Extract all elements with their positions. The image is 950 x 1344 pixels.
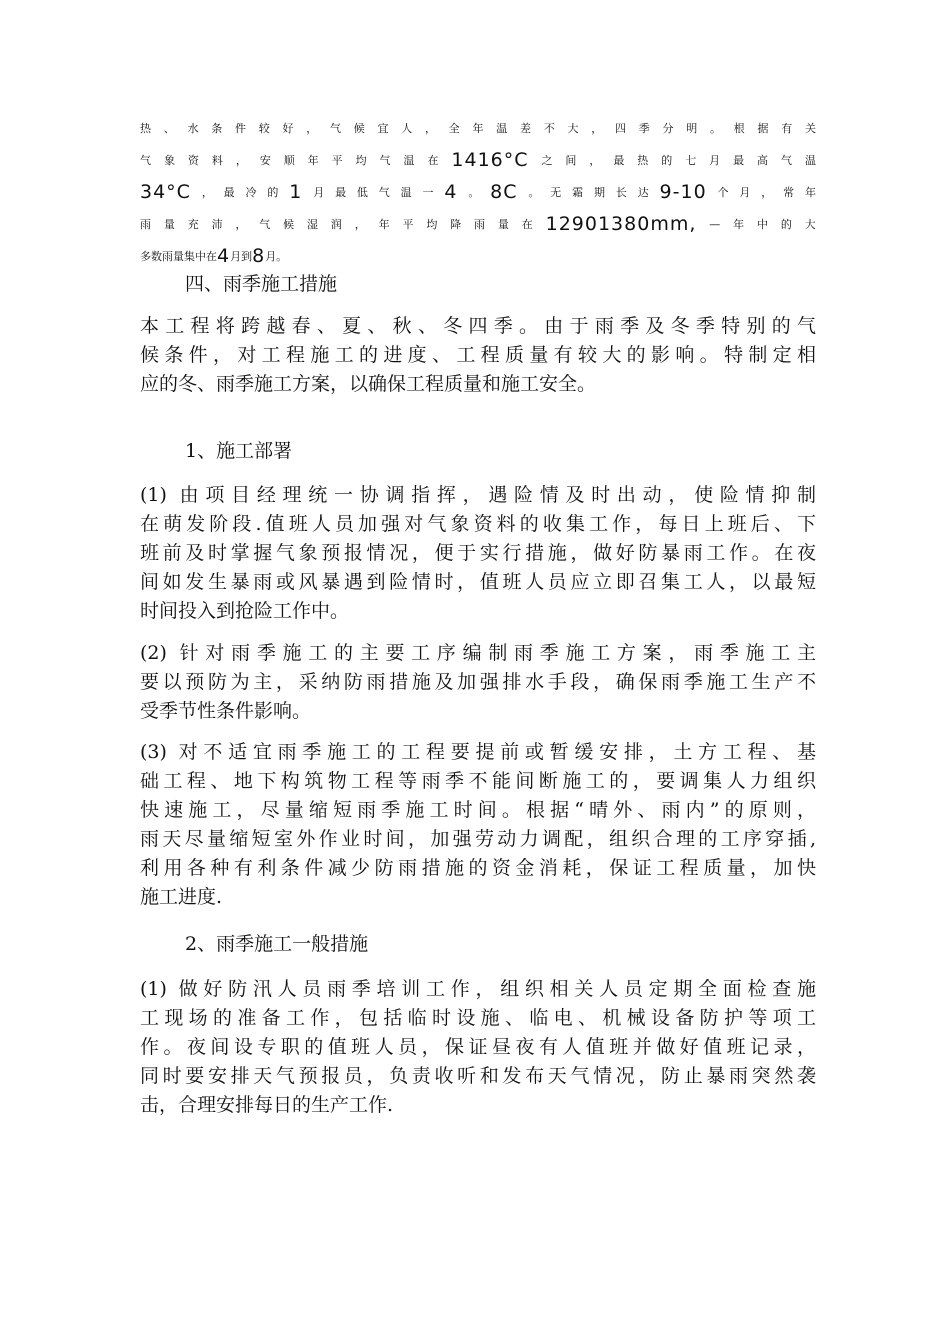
- intro-char: ，: [354, 218, 366, 231]
- intro-char: 不: [543, 122, 555, 135]
- paragraph-1-2: [140, 639, 816, 726]
- intro-char: ，: [235, 154, 247, 167]
- intro-line-1: [140, 112, 816, 144]
- paragraph-line: (3) 对不适宜雨季施工的工程要提前或暂缓安排，土方工程、基: [140, 741, 816, 763]
- intro-char: 最: [223, 186, 235, 199]
- intro-number: 12901380mm,: [545, 213, 697, 235]
- intro-char: 无: [550, 186, 562, 199]
- subsection-heading: 2、雨季施工一般措施: [185, 933, 369, 955]
- intro-char: 安: [259, 154, 271, 167]
- climate-intro: [140, 112, 816, 272]
- intro-number: 8C: [490, 181, 518, 203]
- intro-char: 气: [378, 186, 390, 199]
- intro-char: —: [709, 217, 721, 231]
- intro-char: 大: [804, 218, 816, 231]
- intro-char: ，: [591, 122, 603, 135]
- intro-char: 湿: [307, 218, 319, 231]
- intro-char: 料: [211, 154, 223, 167]
- intro-char: 常: [783, 186, 795, 199]
- intro-char: 人: [401, 122, 413, 135]
- intro-char: ，: [201, 186, 213, 199]
- intro-char: 热: [140, 122, 151, 135]
- intro-char: 明: [686, 122, 698, 135]
- intro-char: 热: [637, 154, 649, 167]
- intro-char: 、: [163, 122, 175, 135]
- intro-char: 量: [497, 218, 509, 231]
- paragraph-line: 本工程将跨越春、夏、秋、冬四季。由于雨季及冬季特别的气: [140, 315, 816, 337]
- paragraph-line: 受季节性条件影响。: [140, 700, 312, 722]
- paragraph-line: 候条件，对工程施工的进度、工程质量有较大的影响。特制定相: [140, 344, 816, 366]
- intro-char: 雨: [140, 218, 151, 231]
- intro-char: 条: [211, 122, 223, 135]
- intro-line-5: [140, 240, 816, 272]
- paragraph-line: 础工程、地下构筑物工程等雨季不能间断施工的，要调集人力组织: [140, 770, 816, 792]
- intro-char: 期: [593, 186, 605, 199]
- intro-line-2: [140, 144, 816, 176]
- intro-text: 月。: [265, 250, 288, 263]
- intro-char: 差: [520, 122, 531, 135]
- intro-char: 件: [235, 122, 246, 135]
- intro-char: 冷: [245, 186, 257, 199]
- intro-char: 。: [468, 186, 480, 199]
- intro-char: 月: [709, 154, 721, 167]
- intro-char: ，: [589, 154, 601, 167]
- intro-char: 之: [541, 154, 553, 167]
- paragraph-line: 要以预防为主，采纳防雨措施及加强排水手段，确保雨季施工生产不: [140, 671, 816, 693]
- paragraph-line: (2) 针对雨季施工的主要工序编制雨季施工方案，雨季施工主: [140, 642, 816, 664]
- paragraph-line: 雨天尽量缩短室外作业时间，加强劳动力调配，组织合理的工序穿插,: [140, 828, 816, 850]
- intro-char: 在: [427, 154, 439, 167]
- intro-char: 最: [335, 186, 347, 199]
- paragraph-line: (1) 由项目经理统一协调指挥，遇险情及时出动，使险情抑制: [140, 484, 816, 506]
- intro-char: 顺: [283, 154, 295, 167]
- intro-number: 8: [252, 245, 266, 267]
- intro-char: 达: [637, 186, 649, 199]
- intro-char: 长: [615, 186, 627, 199]
- intro-char: 较: [258, 122, 270, 135]
- intro-char: 全: [448, 122, 460, 135]
- intro-char: ，: [306, 122, 318, 135]
- intro-number: 4: [444, 181, 458, 203]
- intro-char: 候: [283, 218, 295, 231]
- intro-char: 候: [353, 122, 365, 135]
- paragraph-line: 工现场的准备工作，包括临时设施、临电、机械设备防护等项工: [140, 1007, 816, 1029]
- intro-char: 年: [378, 218, 390, 231]
- intro-char: 年: [472, 122, 484, 135]
- intro-paragraph: [140, 312, 816, 399]
- intro-char: 高: [757, 154, 769, 167]
- intro-text: 月到: [230, 250, 253, 263]
- intro-char: ，: [235, 218, 247, 231]
- subsection-heading: 1、施工部署: [185, 440, 293, 462]
- intro-text: 多数雨量集中在: [140, 250, 217, 263]
- intro-char: 的: [267, 186, 279, 199]
- intro-char: 气: [140, 154, 151, 167]
- intro-char: 雨: [474, 218, 486, 231]
- intro-char: 关: [805, 122, 816, 135]
- intro-char: 宜: [377, 122, 389, 135]
- intro-char: 量: [163, 218, 175, 231]
- intro-char: 温: [496, 122, 508, 135]
- intro-char: 低: [356, 186, 368, 199]
- paragraph-line: 间如发生暴雨或风暴遇到险情时，值班人员应立即召集工人，以最短: [140, 571, 816, 593]
- paragraph-line: 作。夜间设专职的值班人员，保证昼夜有人值班并做好值班记录，: [140, 1036, 816, 1058]
- paragraph-line: (1) 做好防汛人员雨季培训工作，组织相关人员定期全面检查施: [140, 978, 816, 1000]
- intro-char: 象: [163, 154, 175, 167]
- intro-char: 一: [422, 186, 434, 199]
- intro-char: 霜: [572, 186, 584, 199]
- intro-number: 4: [217, 245, 231, 267]
- intro-char: 润: [330, 218, 342, 231]
- paragraph-line: 在萌发阶段.值班人员加强对气象资料的收集工作，每日上班后、下: [140, 513, 816, 535]
- intro-char: 有: [781, 122, 793, 135]
- intro-char: 。: [710, 122, 721, 135]
- paragraph-line: 施工进度.: [140, 886, 223, 908]
- paragraph-line: 利用各种有利条件减少防雨措施的资金消耗，保证工程质量，加快: [140, 857, 816, 879]
- intro-char: 气: [379, 154, 391, 167]
- intro-char: 的: [780, 218, 792, 231]
- intro-char: 气: [330, 122, 341, 135]
- intro-char: 温: [400, 186, 412, 199]
- intro-char: 季: [638, 122, 650, 135]
- intro-char: 在: [521, 218, 533, 231]
- paragraph-line: 班前及时掌握气象预报情况，便于实行措施，做好防暴雨工作。在夜: [140, 542, 816, 564]
- paragraph-line: 同时要安排天气预报员，负责收听和发布天气情况，防止暴雨突然袭: [140, 1065, 816, 1087]
- intro-char: 月: [313, 186, 325, 199]
- intro-char: 年: [733, 218, 745, 231]
- intro-number: 34°C: [140, 181, 191, 203]
- intro-line-4: [140, 208, 816, 240]
- paragraph-1-1: [140, 481, 816, 626]
- intro-char: 七: [685, 154, 697, 167]
- intro-char: 大: [567, 122, 579, 135]
- intro-number: 1: [289, 181, 303, 203]
- intro-char: 资: [187, 154, 199, 167]
- intro-char: 个: [717, 186, 729, 199]
- intro-char: 气: [781, 154, 792, 167]
- intro-char: 气: [259, 218, 271, 231]
- section-heading: 四、雨季施工措施: [185, 273, 338, 295]
- intro-char: 据: [757, 122, 769, 135]
- intro-char: 温: [403, 154, 415, 167]
- intro-char: 根: [733, 122, 745, 135]
- intro-char: ，: [761, 186, 773, 199]
- intro-line-3: [140, 176, 816, 208]
- intro-char: 月: [739, 186, 751, 199]
- intro-char: 最: [613, 154, 625, 167]
- intro-number: 1416°C: [451, 149, 529, 171]
- intro-char: 均: [355, 154, 367, 167]
- intro-char: 分: [662, 122, 674, 135]
- intro-char: 平: [402, 218, 414, 231]
- intro-char: 充: [187, 218, 199, 231]
- intro-char: 年: [804, 186, 816, 199]
- intro-char: 间: [565, 154, 577, 167]
- intro-char: 。: [528, 186, 540, 199]
- paragraph-line: 应的冬、雨季施工方案，以确保工程质量和施工安全。: [140, 373, 597, 395]
- intro-char: 年: [307, 154, 319, 167]
- intro-char: 水: [187, 122, 199, 135]
- intro-char: 的: [661, 154, 673, 167]
- intro-char: 沛: [211, 218, 223, 231]
- intro-char: ，: [425, 122, 436, 135]
- intro-char: 温: [804, 154, 816, 167]
- paragraph-line: 击，合理安排每日的生产工作.: [140, 1094, 394, 1116]
- intro-char: 均: [426, 218, 438, 231]
- paragraph-line: 快速施工，尽量缩短雨季施工时间。根据“晴外、雨内”的原则，: [140, 799, 816, 821]
- paragraph-2-1: [140, 975, 816, 1120]
- intro-char: 平: [331, 154, 343, 167]
- paragraph-line: 时间投入到抢险工作中。: [140, 600, 350, 622]
- intro-char: 中: [756, 218, 768, 231]
- intro-number: 9-10: [659, 181, 707, 203]
- intro-char: 好: [282, 122, 294, 135]
- intro-char: 降: [450, 218, 462, 231]
- paragraph-1-3: [140, 738, 816, 912]
- intro-char: 四: [615, 122, 626, 135]
- intro-char: 最: [733, 154, 745, 167]
